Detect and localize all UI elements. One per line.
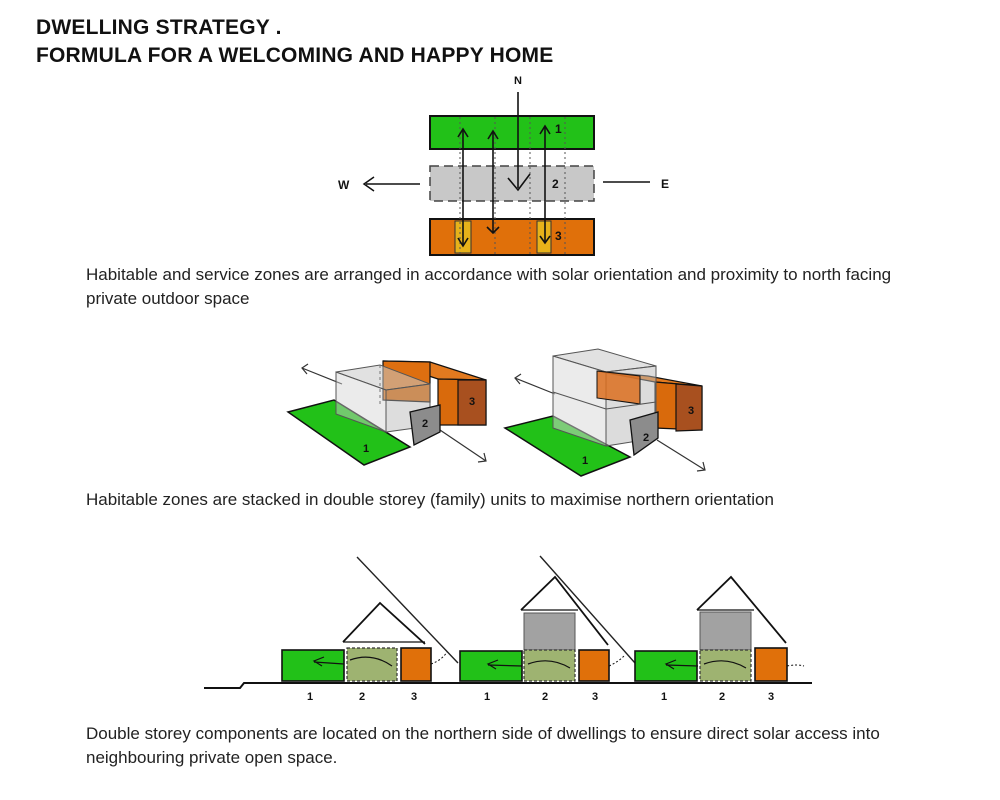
zone-1-band — [430, 116, 594, 149]
axo-left-label-1: 1 — [363, 443, 370, 455]
dwelling-2 — [460, 577, 624, 681]
axo-left-label-2: 2 — [422, 418, 429, 430]
zone-2-label: 2 — [552, 177, 559, 191]
ground-line — [204, 683, 812, 688]
section-label: 2 — [542, 691, 549, 703]
west-label: W — [338, 178, 350, 192]
zone-3-label: 3 — [555, 229, 562, 243]
axonometric-left-diagram — [288, 361, 486, 465]
caption-orientation: Habitable and service zones are arranged in accordance with solar orientation and proximity to north facing private outdoor space — [86, 265, 892, 308]
axo-right-label-2: 2 — [643, 432, 650, 444]
east-label: E — [661, 177, 670, 191]
section-label: 2 — [719, 691, 726, 703]
axo-right-label-1: 1 — [582, 455, 589, 467]
north-label: N — [514, 75, 522, 87]
section-label: 1 — [661, 691, 668, 703]
caption-section: Double storey components are located on the northern side of dwellings to ensure direct solar access into neighbouring private open space. — [86, 724, 880, 767]
dwelling-1 — [282, 603, 447, 681]
axo-right-label-3: 3 — [688, 405, 695, 417]
axo-left-label-3: 3 — [469, 396, 476, 408]
orientation-plan-diagram — [338, 75, 669, 255]
section-label: 1 — [484, 691, 491, 703]
section-label: 3 — [411, 691, 418, 703]
page-subtitle: FORMULA FOR A WELCOMING AND HAPPY HOME — [36, 44, 554, 67]
dwelling-3 — [635, 577, 804, 681]
section-label: 3 — [592, 691, 599, 703]
axonometric-right-diagram — [505, 349, 705, 476]
caption-stacking: Habitable zones are stacked in double storey (family) units to maximise northern orientation — [86, 490, 774, 509]
section-label: 2 — [359, 691, 366, 703]
section-label: 3 — [768, 691, 775, 703]
page-title: DWELLING STRATEGY . — [36, 16, 282, 39]
section-diagram — [204, 556, 812, 703]
section-label: 1 — [307, 691, 314, 703]
zone-1-label: 1 — [555, 122, 562, 136]
